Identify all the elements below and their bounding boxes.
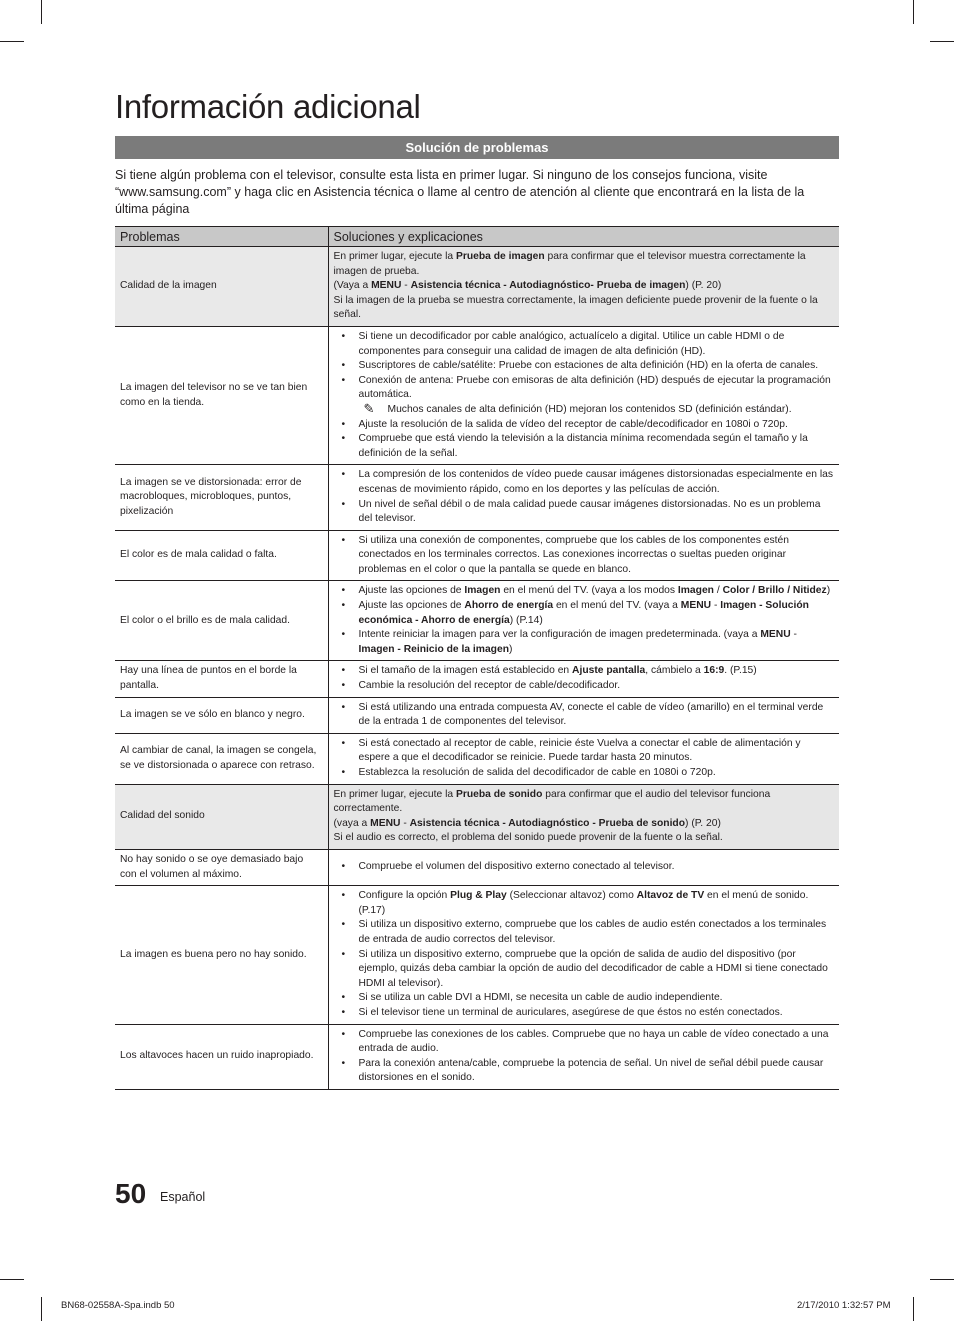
bold-term: Prueba de imagen: [455, 251, 545, 262]
solution-list: [334, 330, 835, 461]
solution-list: [334, 1028, 835, 1086]
text-segment: ) (P. 20): [685, 280, 722, 292]
text-segment: para confirmar que el audio del televisor funciona correctamente.: [333, 788, 771, 815]
bold-term: Imagen: [464, 585, 501, 597]
text-segment: Si el audio es correcto, el problema del sonido puede provenir de la fuente o la señal.: [333, 832, 723, 844]
table-row: [115, 733, 839, 784]
page-title: Información adicional: [115, 88, 421, 125]
solution-cell: [328, 581, 839, 661]
text-segment: ): [826, 585, 831, 597]
text-segment: Para la conexión antena/cable, compruebe la potencia de señal. Un nivel de señal débil puede causar distorsiones en el sonido.: [358, 1057, 824, 1084]
text-segment: , cámbielo a: [645, 665, 704, 677]
bold-term: 16:9: [703, 665, 725, 677]
solution-bullet: [334, 737, 835, 766]
crop-mark: [41, 1297, 42, 1321]
table-row: [115, 326, 839, 464]
crop-mark: [913, 0, 914, 24]
bold-term: Prueba de sonido: [455, 788, 543, 800]
bold-term: Ajuste pantalla: [572, 665, 646, 677]
solution-cell: [328, 530, 839, 581]
solution-bullet: [334, 468, 835, 497]
table-header-row: [115, 227, 839, 247]
solution-bullet: [334, 432, 835, 461]
solution-cell: [328, 784, 839, 849]
problem-cell: La imagen se ve distorsionada: error de macrobloques, microbloques, puntos, pixelización: [115, 465, 328, 530]
solution-line: [334, 788, 835, 817]
solution-bullet: [334, 948, 835, 992]
text-segment: Ajuste las opciones de: [358, 600, 465, 612]
solution-bullet: [334, 374, 835, 403]
text-segment: ) (P. 20): [685, 817, 721, 829]
page-language: Español: [160, 1190, 206, 1204]
problem-cell: Los altavoces hacen un ruido inapropiado.: [115, 1024, 328, 1089]
table-row: [115, 530, 839, 581]
text-segment: -: [711, 600, 721, 612]
text-segment: Intente reiniciar la imagen para ver la configuración de imagen predeterminada. (vaya a: [358, 629, 761, 641]
solution-cell: [328, 733, 839, 784]
table-row: [115, 465, 839, 530]
table-row: [115, 581, 839, 661]
solution-line: [334, 279, 835, 294]
solution-bullet: [334, 1006, 835, 1021]
text-segment: Suscriptores de cable/satélite: Pruebe con estaciones de alta definición (HD) en la oferta de canales.: [358, 360, 819, 372]
text-segment: -: [790, 629, 797, 641]
crop-mark: [930, 1279, 954, 1280]
problem-cell: No hay sonido o se oye demasiado bajo con el volumen al máximo.: [115, 849, 328, 885]
solution-list: [334, 889, 835, 1020]
solution-bullet: [334, 418, 835, 433]
solution-bullet: [334, 498, 835, 527]
solution-list: [334, 701, 835, 730]
solution-list: [334, 737, 835, 781]
text-segment: Si se utiliza un cable DVI a HDMI, se necesita un cable de audio independiente.: [358, 992, 723, 1004]
text-segment: en el menú del TV. (vaya a los modos: [500, 585, 678, 597]
bold-term: Asistencia técnica - Autodiagnóstico- Prueba de imagen: [410, 280, 686, 292]
problem-cell: La imagen es buena pero no hay sonido.: [115, 886, 328, 1024]
solution-list: [334, 584, 835, 657]
text-segment: /: [713, 585, 723, 597]
table-row: [115, 697, 839, 733]
solution-bullet: [334, 860, 835, 875]
problem-cell: La imagen se ve sólo en blanco y negro.: [115, 697, 328, 733]
crop-mark: [913, 1297, 914, 1321]
solution-cell: [328, 1024, 839, 1089]
solution-bullet: [334, 1057, 835, 1086]
solution-cell: [328, 247, 839, 327]
table-row: [115, 1024, 839, 1089]
pencil-note-icon: ✎: [363, 400, 375, 416]
text-segment: Cambie la resolución del receptor de cable/decodificador.: [358, 680, 621, 692]
problem-cell: El color es de mala calidad o falta.: [115, 530, 328, 581]
problem-cell: Calidad del sonido: [115, 784, 328, 849]
text-segment: -: [400, 817, 410, 829]
text-segment: Si la imagen de la prueba se muestra correctamente, la imagen deficiente puede provenir de la fuente o la señal.: [333, 294, 818, 321]
page-number: 50: [115, 1178, 147, 1209]
text-segment: ): [509, 643, 513, 655]
crop-mark: [0, 41, 24, 42]
solution-bullet: [334, 359, 835, 374]
text-segment: -: [401, 280, 411, 292]
text-segment: ) (P.14): [509, 614, 543, 626]
solution-bullet: [334, 599, 835, 628]
bold-term: Plug & Play: [450, 890, 507, 902]
solution-list: [334, 664, 835, 693]
text-segment: (Seleccionar altavoz) como: [506, 890, 637, 902]
text-segment: para confirmar que el televisor muestra correctamente la imagen de prueba.: [333, 251, 806, 277]
solution-note: [334, 400, 835, 418]
text-segment: Compruebe el volumen del dispositivo externo conectado al televisor.: [358, 861, 675, 873]
solution-bullet: [334, 701, 835, 730]
text-segment: Ajuste las opciones de: [358, 585, 465, 597]
solution-cell: [328, 326, 839, 464]
section-title: Solución de problemas: [115, 136, 839, 159]
text-segment: Ajuste la resolución de la salida de vídeo del receptor de cable/decodificador en 1080i o 720p.: [358, 418, 788, 430]
text-segment: (Vaya a: [333, 280, 372, 292]
solution-bullet: [334, 991, 835, 1006]
text-segment: Si utiliza un dispositivo externo, compruebe que la opción de salida de audio del dispositivo (por ejemplo, quizás deba cambiar la opción de audio del decodificador de cable a HDMI si tiene conectado HDMI al televisor).: [358, 948, 828, 989]
bold-term: MENU: [371, 280, 402, 292]
text-segment: Si utiliza una conexión de componentes, compruebe que los cables de los componentes estén conectados en los terminales correctos. Las conexiones incorrectas o sueltas pueden originar problemas en el color o que la pantalla se quede en blanco.: [358, 534, 789, 575]
solution-line: [334, 294, 835, 323]
solution-bullet: [334, 918, 835, 947]
solution-bullet: [334, 628, 835, 657]
solution-bullet: [334, 766, 835, 781]
crop-mark: [0, 1279, 24, 1280]
solution-bullet: [334, 1028, 835, 1057]
text-segment: Conexión de antena: Pruebe con emisoras de alta definición (HD) después de ejecutar la programación automática.: [358, 374, 831, 401]
text-segment: Compruebe las conexiones de los cables. Compruebe que no haya un cable de vídeo conectado a una entrada de audio.: [358, 1028, 829, 1055]
text-segment: . (P.15): [724, 665, 757, 677]
text-segment: Un nivel de señal débil o de mala calidad puede causar imágenes distorsionadas. No es un problema del televisor.: [358, 498, 821, 525]
text-segment: Si utiliza un dispositivo externo, compruebe que los cables de audio estén conectados a los terminales de entrada de audio correctos del televisor.: [358, 919, 827, 945]
solution-bullet: [334, 330, 835, 359]
text-segment: Si tiene un decodificador por cable analógico, actualícelo a digital. Utilice un cable HDMI o de componentes para conseguir una calidad de imagen de alta definición (HD).: [358, 330, 785, 357]
bold-term: Ahorro de energía: [464, 600, 554, 612]
text-segment: Si el tamaño de la imagen está establecido en: [358, 665, 573, 677]
problem-cell: El color o el brillo es de mala calidad.: [115, 581, 328, 661]
solution-line: [334, 831, 835, 846]
footer-file-info: BN68-02558A-Spa.indb 50: [61, 1300, 175, 1311]
solution-list: [334, 860, 835, 875]
solution-bullet: [334, 584, 835, 599]
solution-cell: [328, 849, 839, 885]
text-segment: Si está utilizando una entrada compuesta AV, conecte el cable de vídeo (amarillo) en el terminal verde de la entrada 1 de componentes del televisor.: [358, 701, 824, 728]
problem-cell: La imagen del televisor no se ve tan bien como en la tienda.: [115, 326, 328, 464]
solution-line: [334, 817, 835, 832]
crop-mark: [41, 0, 42, 24]
problem-cell: Al cambiar de canal, la imagen se congela, se ve distorsionada o aparece con retraso.: [115, 733, 328, 784]
table-row: [115, 247, 839, 327]
text-segment: (vaya a: [333, 817, 371, 829]
table-body: [115, 247, 839, 1090]
solution-cell: [328, 886, 839, 1024]
solution-cell: [328, 697, 839, 733]
text-segment: Si está conectado al receptor de cable, reinicie éste Vuelva a conectar el cable de alimentación y espere a que el decodificador se reinicie. Puede tardar hasta 20 minutos.: [358, 737, 801, 764]
text-segment: en el menú de sonido. (P.17): [358, 890, 809, 916]
solution-list: [334, 534, 835, 578]
solution-bullet: [334, 889, 835, 918]
text-segment: Configure la opción: [358, 890, 451, 902]
intro-paragraph: Si tiene algún problema con el televisor, consulte esta lista en primer lugar. Si ninguno de los consejos funciona, visite “www.samsung.com” y haga clic en Asistencia técnica o llame al centro de atención al cliente que encontrará en la lista de la última página: [115, 168, 805, 216]
bold-term: Altavoz de TV: [636, 890, 705, 902]
column-header-solutions: Soluciones y explicaciones: [328, 227, 839, 247]
solution-bullet: [334, 664, 835, 679]
solution-cell: [328, 661, 839, 697]
bold-term: Asistencia técnica - Autodiagnóstico - Prueba de sonido: [409, 817, 686, 829]
solution-bullet: [334, 534, 835, 578]
text-segment: En primer lugar, ejecute la: [333, 251, 456, 262]
text-segment: En primer lugar, ejecute la: [333, 788, 456, 800]
text-segment: Establezca la resolución de salida del decodificador de cable en 1080i o 720p.: [358, 767, 716, 778]
bold-term: Imagen: [677, 585, 714, 597]
column-header-problems: Problemas: [115, 227, 328, 247]
problem-cell: Hay una línea de puntos en el borde la pantalla.: [115, 661, 328, 697]
footer-timestamp: 2/17/2010 1:32:57 PM: [797, 1300, 891, 1311]
solution-line: [334, 250, 835, 279]
table-row: [115, 886, 839, 1024]
bold-term: MENU: [760, 629, 791, 641]
troubleshooting-table: [115, 226, 839, 1090]
table-row: [115, 849, 839, 885]
table-row: [115, 784, 839, 849]
bold-term: MENU: [370, 817, 401, 829]
bold-term: Imagen - Solución económica - Ahorro de energía: [358, 600, 809, 626]
crop-mark: [930, 41, 954, 42]
text-segment: Si el televisor tiene un terminal de auriculares, asegúrese de que éstos no estén conectados.: [358, 1006, 783, 1018]
bold-term: MENU: [680, 600, 712, 612]
solution-list: [334, 468, 835, 526]
bold-term: Color / Brillo / Nitidez: [722, 585, 827, 597]
text-segment: en el menú del TV. (vaya a: [553, 600, 681, 612]
bold-term: Imagen - Reinicio de la imagen: [358, 643, 509, 655]
table-row: [115, 661, 839, 697]
solution-bullet: [334, 679, 835, 694]
solution-cell: [328, 465, 839, 530]
text-segment: Muchos canales de alta definición (HD) mejoran los contenidos SD (definición estándar).: [387, 403, 792, 415]
text-segment: Compruebe que está viendo la televisión a la distancia mínima recomendada según el tamaño y la definición de la señal.: [358, 433, 808, 459]
text-segment: La compresión de los contenidos de vídeo puede causar imágenes distorsionadas especialmente en las escenas de movimiento rápido, como en los deportes y las películas de acción.: [358, 469, 834, 495]
problem-cell: Calidad de la imagen: [115, 247, 328, 327]
